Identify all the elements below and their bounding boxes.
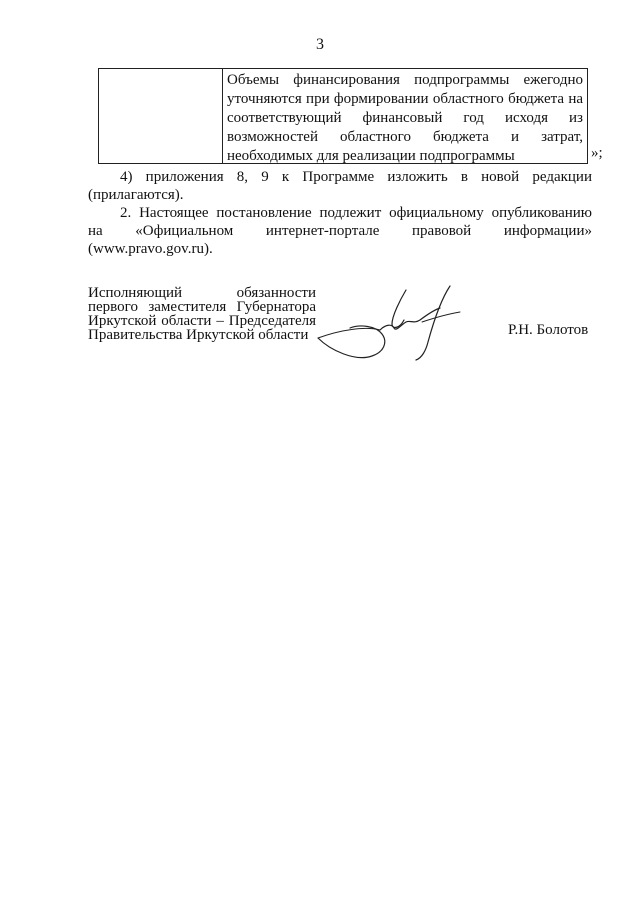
table-cell-financing-text [223,69,587,163]
paragraph-line: (прилагаются). [88,187,184,203]
closing-quote: »; [591,145,603,161]
table-text-line: Объемы финансирования подпрограммы ежегодно [227,72,583,88]
paragraph-item-2 [88,204,592,258]
signatory-position [88,286,316,342]
page-number: 3 [316,36,324,53]
paragraph-line: 2. Настоящее постановление подлежит официальному опубликованию [120,205,592,221]
paragraph-item-4 [88,168,592,204]
position-line: Исполняющий обязанности [88,285,316,301]
financing-table [98,68,588,164]
paragraph-line: 4) приложения 8, 9 к Программе изложить в новой редакции [120,169,592,185]
position-line: первого заместителя Губернатора [88,299,316,315]
paragraph-line: на «Официальном интернет-портале правовой информации» [88,223,592,239]
paragraph-line: (www.pravo.gov.ru). [88,241,213,257]
table-text-line: необходимых для реализации подпрограммы [227,148,515,164]
table-text-line: уточняются при формировании областного бюджета на [227,91,583,107]
signer-name: Р.Н. Болотов [508,322,589,338]
position-line: Правительства Иркутской области [88,327,309,343]
handwritten-signature [310,280,470,370]
table-text-line: возможностей областного бюджета и затрат, [227,129,583,145]
table-cell-empty [99,69,223,163]
table-text-line: соответствующий финансовый год исходя из [227,110,583,126]
position-line: Иркутской области – Председателя [88,313,316,329]
